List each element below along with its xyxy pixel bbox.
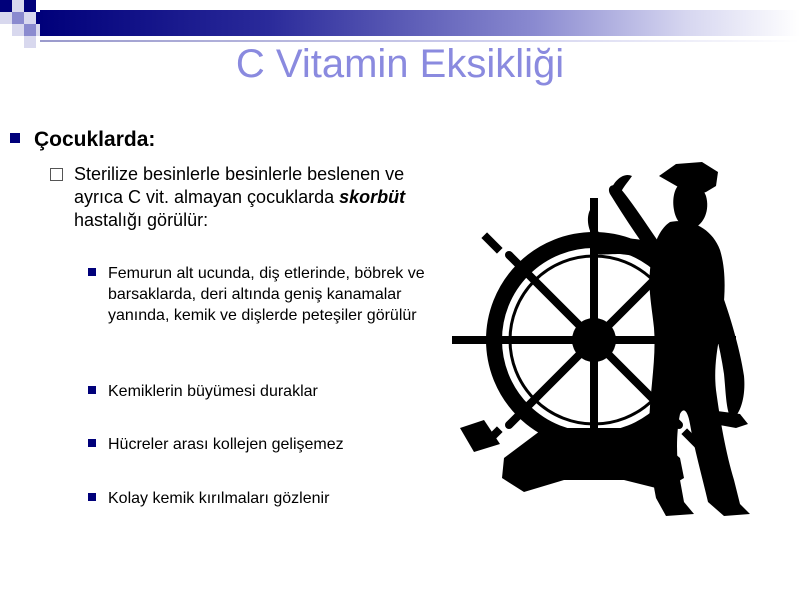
decor-square — [12, 12, 24, 24]
square-bullet-icon — [10, 133, 20, 143]
square-bullet-icon — [88, 439, 96, 447]
bullet-level3-item — [88, 434, 428, 455]
bullet-level3-text: Hücreler arası kollejen gelişemez — [108, 436, 344, 453]
square-bullet-icon — [88, 493, 96, 501]
bullet-level2-text-after: hastalığı görülür: — [74, 210, 209, 230]
bullet-level3-text: Femurun alt ucunda, diş etlerinde, böbrek ve barsaklarda, deri altında geniş kanamalar yanında, kemik ve dişlerde peteşiler görülür — [108, 265, 425, 324]
decor-square — [0, 0, 12, 12]
square-bullet-icon — [88, 268, 96, 276]
bullet-level2 — [50, 163, 410, 232]
decor-square — [24, 0, 36, 12]
decor-square — [24, 12, 36, 24]
decor-square — [0, 12, 12, 24]
hollow-square-bullet-icon — [50, 168, 63, 181]
bullet-level2-text-before: Sterilize besinlerle besinlerle beslenen ve ayrıca C vit. almayan çocuklarda — [74, 164, 405, 207]
header-gradient-band — [40, 10, 800, 36]
decor-square — [12, 24, 24, 36]
bullet-level1-text: Çocuklarda: — [34, 128, 156, 151]
decor-square — [12, 0, 24, 12]
bullet-level2-text — [74, 163, 410, 232]
bullet-level3-item — [88, 381, 428, 402]
bullet-level3-item — [88, 488, 428, 509]
header-decoration — [0, 0, 800, 48]
bullet-level3-text: Kolay kemik kırılmaları gözlenir — [108, 490, 330, 507]
decor-square — [24, 24, 36, 36]
bullet-level3-item — [88, 263, 428, 326]
emphasis-term: skorbüt — [339, 187, 406, 207]
slide-title: C Vitamin Eksikliği — [235, 42, 565, 86]
square-bullet-icon — [88, 386, 96, 394]
sailor-at-ships-wheel-silhouette-icon — [444, 158, 754, 520]
bullet-level1 — [10, 128, 155, 152]
bullet-level3-text: Kemiklerin büyümesi duraklar — [108, 383, 318, 400]
